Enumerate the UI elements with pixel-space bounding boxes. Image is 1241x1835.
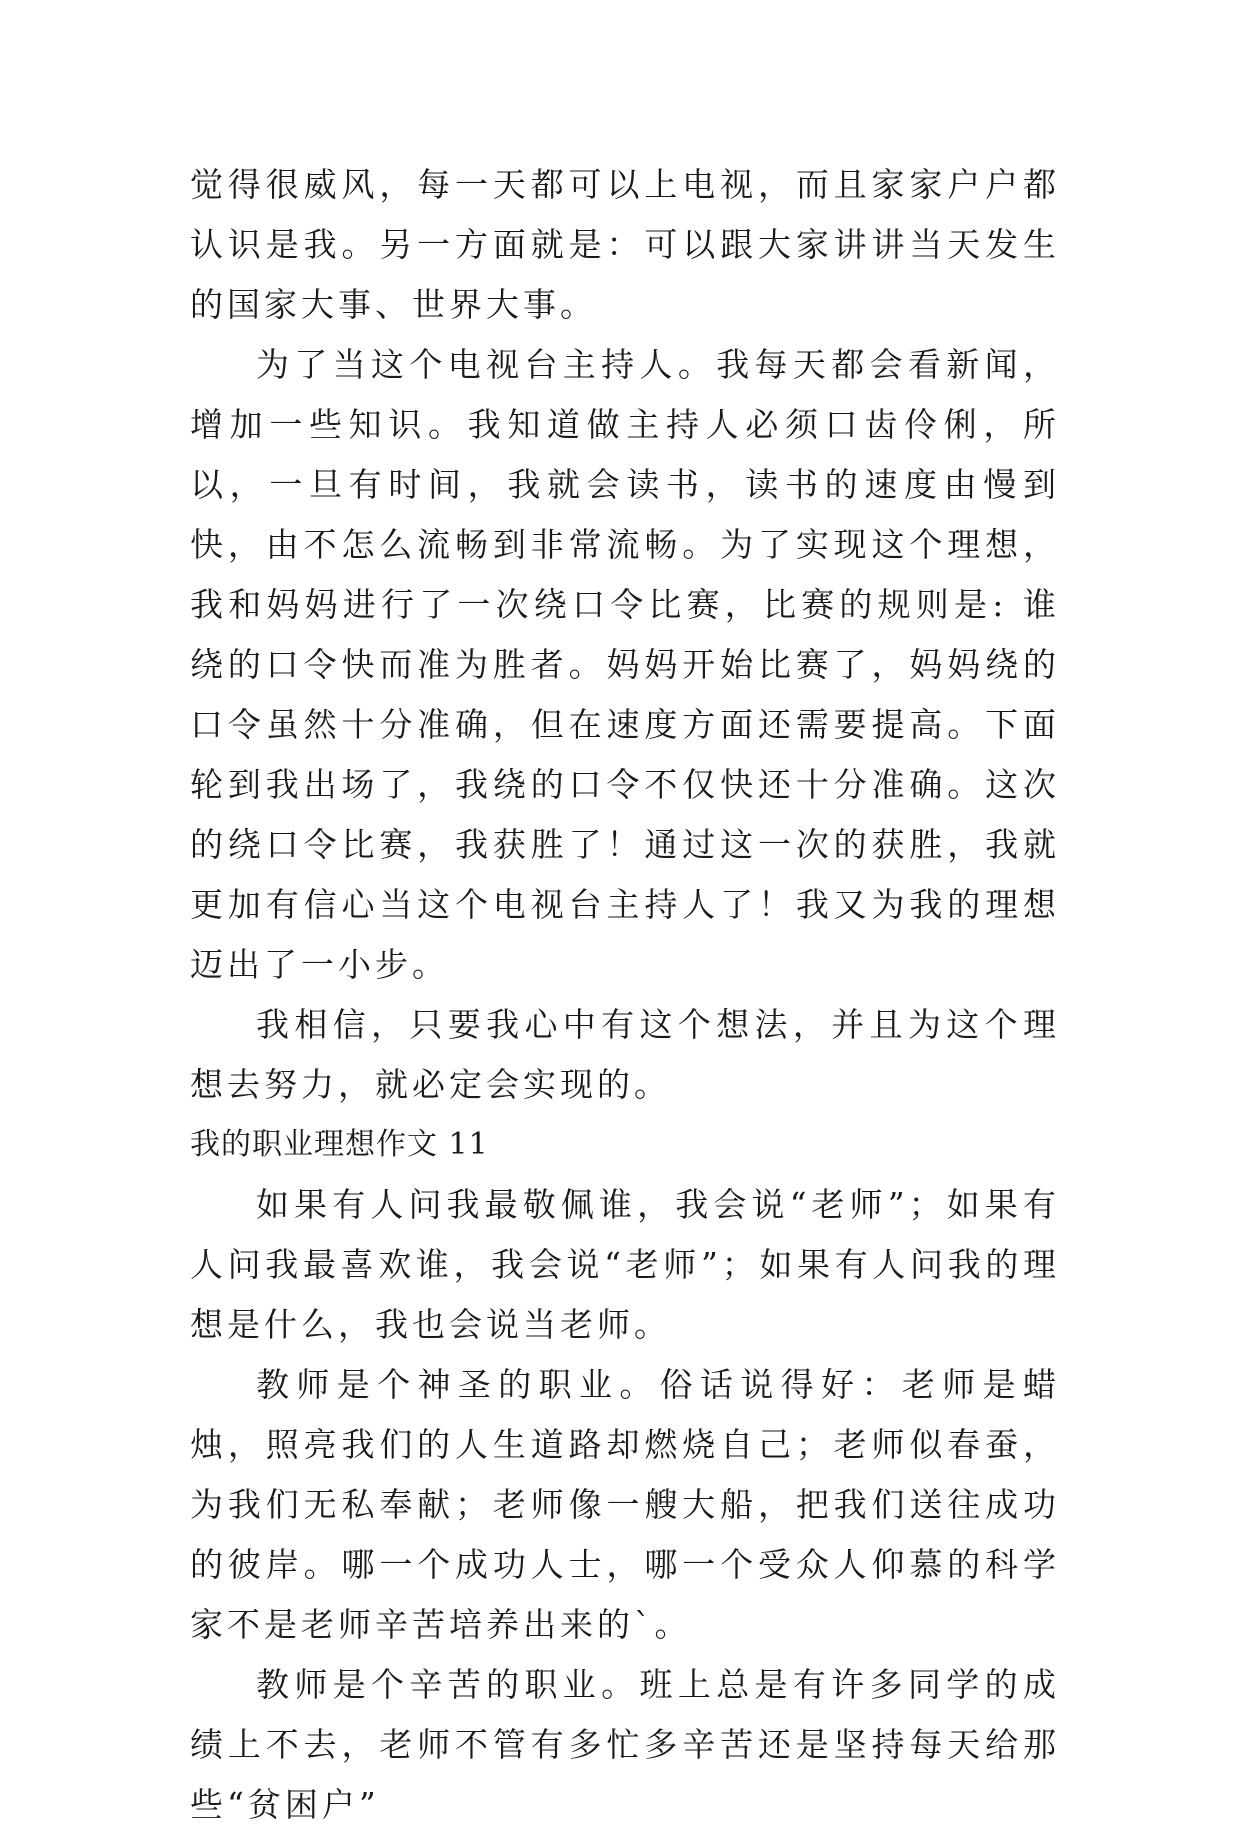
paragraph-continued: 觉得很威风，每一天都可以上电视，而且家家户户都认识是我。另一方面就是：可以跟大家讲讲当天发生的国家大事、世界大事。 — [190, 165, 1060, 324]
document-body — [190, 155, 1060, 1835]
paragraph-belief: 我相信，只要我心中有这个想法，并且为这个理想去努力，就必定会实现的。 — [190, 1005, 1060, 1104]
paragraph-sacred-profession: 教师是个神圣的职业。俗话说得好：老师是蜡烛，照亮我们的人生道路却燃烧自己；老师似春蚕，为我们无私奉献；老师像一艘大船，把我们送往成功的彼岸。哪一个成功人士，哪一个受众人仰慕的科学家不是老师辛苦培养出来的`。 — [190, 1365, 1060, 1644]
paragraph-preparation: 为了当这个电视台主持人。我每天都会看新闻，增加一些知识。我知道做主持人必须口齿伶俐，所以，一旦有时间，我就会读书，读书的速度由慢到快，由不怎么流畅到非常流畅。为了实现这个理想，我和妈妈进行了一次绕口令比赛，比赛的规则是: 谁绕的口令快而准为胜者。妈妈开始比赛了，妈妈绕的口令虽然十分准确，但在速度方面还需要提高。下面轮到我出场了，我绕的口令不仅快还十分准确。这次的绕口令比赛，我获胜了！通过这一次的获胜，我就更加有信心当这个电视台主持人了！我又为我的理想迈出了一小步。 — [190, 345, 1060, 984]
section-heading: 我的职业理想作文 11 — [190, 1127, 489, 1162]
paragraph-admire-teacher: 如果有人问我最敬佩谁，我会说“老师”；如果有人问我最喜欢谁，我会说“老师”；如果有人问我的理想是什么，我也会说当老师。 — [190, 1185, 1060, 1344]
paragraph-hard-profession: 教师是个辛苦的职业。班上总是有许多同学的成绩上不去，老师不管有多忙多辛苦还是坚持每天给那些“贫困户” — [190, 1665, 1060, 1824]
